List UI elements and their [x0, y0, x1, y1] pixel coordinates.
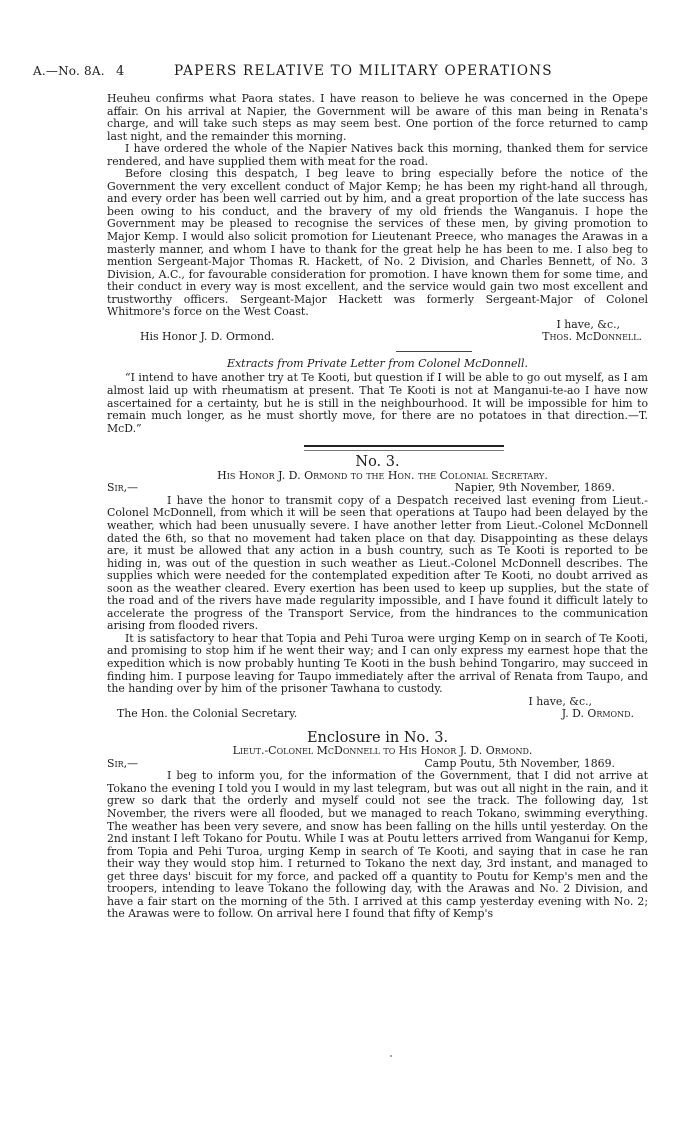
enclosure-dateline: Camp Poutu, 5th November, 1869. — [424, 756, 615, 770]
no3-signature: J. D. Ormond. — [561, 707, 634, 721]
no3-addressee: The Hon. the Colonial Secretary. — [117, 707, 298, 721]
letter1-signature: Thos. McDonnell. — [542, 330, 642, 344]
page-number: 4 — [116, 64, 125, 79]
no3-paragraph-1: I have the honor to transmit copy of a Despatch received last evening from Lieut.-Colonel McDonnell, from which it will be seen that operations at Taupo had been delayed by the weather, which had been unusually severe. I have another letter from Lieut.-Colonel McDonnell dated the 6th, so that no movement had taken place on that day. Disappointing as these delays are, it must be allowed that any action in a bush country, such as Te Kooti is reported to be hiding in, was out of the question in such weather as Lieut.-Colonel McDonnell describes. The supplies which were needed for the contemplated expedition after Te Kooti, no doubt arrived as soon as the weather cleared. Every exertion has been used to keep up supplies, but the state of the road and of the rivers have made regularity impossible, and I have found it difficult lately to accelerate the progress of the Transport Service, from the hindrances to the communication arising from flooded rivers. — [107, 493, 648, 633]
no3-closing: I have, &c., — [528, 694, 592, 708]
no3-salutation: Sir,— — [107, 481, 138, 495]
section-subheading-no3: His Honor J. D. Ormond to the Hon. the Colonial Secretary. — [217, 468, 548, 482]
enclosure-dateline-row — [107, 758, 648, 771]
no3-signature-line — [107, 708, 648, 721]
extract-title: Extracts from Private Letter from Colonel McDonnell. — [226, 356, 529, 370]
page-header — [0, 64, 700, 86]
enclosure-salutation: Sir,— — [107, 756, 138, 770]
enclosure-heading: Enclosure in No. 3. — [306, 729, 449, 746]
letter1-paragraph-3: Before closing this despatch, I beg leave to bring especially before the notice of the Government the very excellent conduct of Major Kemp; he has been my right-hand all through, and every order has been well carried out by him, and a great proportion of the late success has been owing to his conduct, and the bravery of my old friends the Wanganuis. I hope the Government may be pleased to recognise the services of these men, by giving promotion to Major Kemp. I would also solicit promotion for Lieutenant Preece, who manages the Arawas in a masterly manner, and whom I have to thank for the great help he has been to me. I also beg to mention Sergeant-Major Thomas R. Hackett, of No. 2 Division, and Charles Bennett, of No. 3 Division, A.C., for favourable consideration for promotion. I have known them for some time, and their conduct in every way is most excellent, and the service would gain two most excellent and trustworthy officers. Sergeant-Major Hackett was formerly Sergeant-Major of Colonel Whitmore's force on the West Coast. — [107, 167, 648, 319]
document-reference: A.—No. 8A. — [33, 64, 105, 78]
short-divider — [396, 351, 472, 352]
letter1-closing: I have, &c., — [556, 317, 620, 331]
no3-paragraph-2: It is satisfactory to hear that Topia and Pehi Turoa were urging Kemp on in search of Te Kooti, and promising to stop him if he went their way; and I can only express my earnest hope that the expedition which is now probably hunting Te Kooti in the bush behind Tongariro, may succeed in finding him. I purpose leaving for Taupo immediately after the arrival of Renata from Taupo, and the handing over by him of the prisoner Tawhana to custody. — [107, 631, 648, 696]
letter1-signature-line — [107, 331, 648, 344]
running-title: PAPERS RELATIVE TO MILITARY OPERATIONS — [174, 63, 553, 79]
page-speck — [390, 1055, 392, 1057]
letter1-paragraph-2: I have ordered the whole of the Napier Natives back this morning, thanked them for service rendered, and have supplied them with meat for the road. — [107, 142, 648, 168]
no3-dateline: Napier, 9th November, 1869. — [454, 481, 615, 495]
letter1-paragraph-1: Heuheu confirms what Paora states. I have reason to believe he was concerned in the Opepe affair. On his arrival at Napier, the Government will be aware of this man being in Renata's charge, and will take such steps as may seem best. One portion of the force returned to camp last night, and the remainder this morning. — [107, 92, 648, 143]
body-text — [107, 93, 648, 921]
extract-body: “I intend to have another try at Te Kooti, but question if I will be able to go out myself, as I am almost laid up with rheumatism at present. That Te Kooti is not at Manganui-te-ao I have now ascertained for a certainty, but he is still in the neighbourhood. It will be impossible for him to remain much longer, as he must shortly move, for there are no potatoes in that direction.—T. McD.” — [107, 371, 648, 435]
letter1-addressee: His Honor J. D. Ormond. — [140, 330, 275, 344]
section-divider — [304, 445, 504, 451]
section-heading-no3: No. 3. — [355, 454, 400, 471]
enclosure-subheading: Lieut.-Colonel McDonnell to His Honor J. D. Ormond. — [232, 744, 533, 758]
enclosure-paragraph-1: I beg to inform you, for the information of the Government, that I did not arrive at Tokano the evening I told you I would in my last telegram, but was out all night in the rain, and it grew so dark that the orderly and myself could not see the track. The following day, 1st November, the rivers were all flooded, but we managed to reach Tokano, swimming everything. The weather has been very severe, and snow has been falling on the hills until yesterday. On the 2nd instant I left Tokano for Poutu. While I was at Poutu letters arrived from Wanganui for Kemp, from Topia and Pehi Turoa, urging Kemp in search of Te Kooti, and saying that in case he ran their way they would stop him. I returned to Tokano the next day, 3rd instant, and managed to get three days' biscuit for my force, and packed off a quantity to Poutu for Kemp's men and the troopers, intending to leave Tokano the following day, with the Arawas and No. 2 Division, and have a fair start on the morning of the 5th. I arrived at this camp yesterday evening with No. 2; the Arawas were to follow. On arrival here I found that fifty of Kemp's — [107, 769, 648, 921]
no3-dateline-row — [107, 482, 648, 495]
